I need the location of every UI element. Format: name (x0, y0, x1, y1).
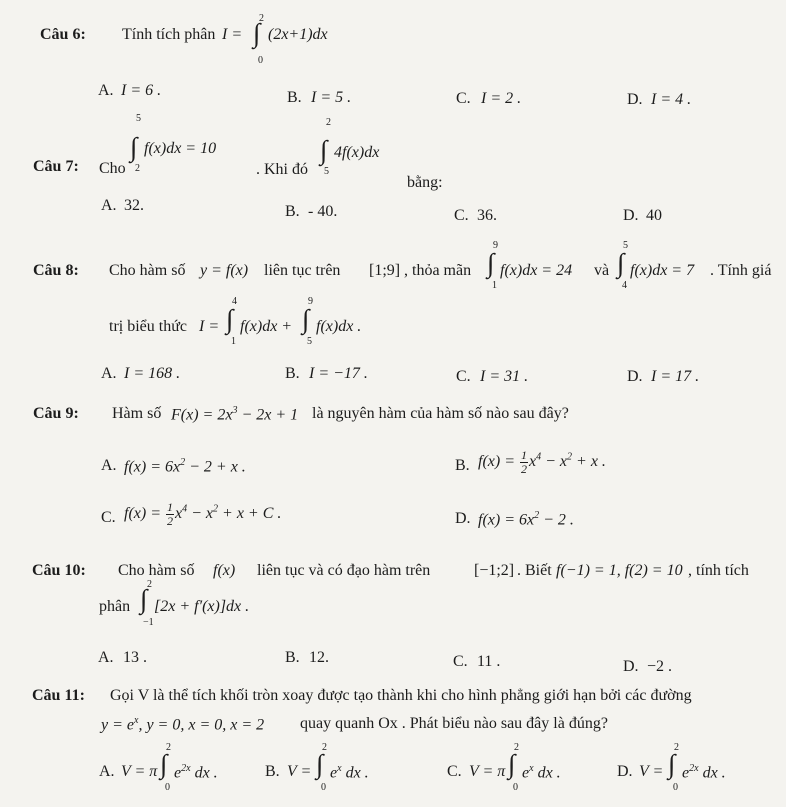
question-10-stem-part2: liên tục và có đạo hàm trên (257, 562, 431, 579)
q7-option-d[interactable]: D. (623, 207, 639, 224)
q9-option-a[interactable]: A. (101, 457, 117, 474)
q6-option-c[interactable]: C. (456, 90, 471, 107)
question-10-cond: f(−1) = 1, f(2) = 10 (556, 562, 683, 579)
question-10-stem-part3: . Biết (517, 562, 552, 579)
q8-option-d-text: I = 17 . (651, 368, 700, 385)
q6-option-d-text: I = 4 . (651, 91, 692, 108)
question-11-label: Câu 11: (32, 687, 85, 704)
question-9-stem-part2: là nguyên hàm của hàm số nào sau đây? (312, 405, 569, 422)
q9-option-d[interactable]: D. (455, 510, 471, 527)
q7-option-b[interactable]: B. (285, 203, 300, 220)
q10-option-a[interactable]: A. (98, 649, 114, 666)
q8-option-a-text: I = 168 . (124, 365, 181, 382)
question-9-stem-part1: Hàm số (112, 405, 162, 422)
question-10-stem-part1: Cho hàm số (118, 562, 195, 579)
q9-option-a-text: $f(x) = 6x^2 - 2 + x$ . (124, 457, 246, 476)
q10-option-b-text: 12. (309, 649, 329, 666)
q10-option-a-text: 13 . (123, 649, 147, 666)
q9-option-b-text: f(x) = $\frac{1}{2}$ $x^4 - x^2 + x$ . (478, 448, 606, 476)
q9-option-c[interactable]: C. (101, 509, 116, 526)
question-7-end-text: bằng: (407, 174, 443, 191)
q6-option-c-text: I = 2 . (481, 90, 522, 107)
question-11-stem-line1: Gọi V là thể tích khối tròn xoay được tạo thành khi cho hình phẳng giới hạn bởi các đường (110, 687, 692, 704)
q7-option-a[interactable]: A. (101, 197, 117, 214)
q7-option-c-text: 36. (477, 207, 497, 224)
q10-option-b[interactable]: B. (285, 649, 300, 666)
question-10-stem-part4: , tính tích (688, 562, 749, 579)
question-8-interval: [1;9] (369, 262, 401, 279)
question-7-label: Câu 7: (33, 158, 79, 175)
q7-option-d-text: 40 (646, 207, 662, 224)
q10-option-d-text: −2 . (647, 658, 673, 675)
question-6-label: Câu 6: (40, 26, 86, 43)
q11-option-b[interactable]: B. (265, 763, 280, 780)
q7-option-b-text: - 40. (308, 203, 338, 220)
question-11-stem-line2: quay quanh Ox . Phát biểu nào sau đây là đúng? (300, 715, 608, 732)
q10-option-d[interactable]: D. (623, 658, 639, 675)
q9-option-c-text: f(x) = $\frac{1}{2}$ $x^4 - x^2 + x + C$ . (124, 500, 282, 528)
q8-option-b[interactable]: B. (285, 365, 300, 382)
q8-option-d[interactable]: D. (627, 368, 643, 385)
question-10-line2-prefix: phân (99, 598, 131, 615)
q8-option-c-text: I = 31 . (480, 368, 529, 385)
q6-option-b-text: I = 5 . (311, 89, 352, 106)
q8-option-c[interactable]: C. (456, 368, 471, 385)
q6-option-b[interactable]: B. (287, 89, 302, 106)
q10-option-c[interactable]: C. (453, 653, 468, 670)
question-8-func: y = f(x) (200, 262, 249, 279)
q9-option-b[interactable]: B. (455, 457, 470, 474)
q10-option-c-text: 11 . (477, 653, 501, 670)
question-7-mid-text: . Khi đó (256, 161, 308, 178)
q11-option-a[interactable]: A. (99, 763, 115, 780)
question-8-stem-part3: , thỏa mãn (404, 262, 472, 279)
question-8-stem-part1: Cho hàm số (109, 262, 186, 279)
q6-option-d[interactable]: D. (627, 91, 643, 108)
question-8-line2-prefix: trị biểu thức (109, 318, 187, 335)
question-8-stem-part4: . Tính giá (710, 262, 772, 279)
q6-option-a-text: I = 6 . (121, 82, 162, 99)
question-8-and: và (594, 262, 610, 279)
q8-option-b-text: I = −17 . (309, 365, 368, 382)
question-6-stem: Tính tích phân (122, 26, 216, 43)
question-8-label: Câu 8: (33, 262, 79, 279)
q11-option-d[interactable]: D. (617, 763, 633, 780)
question-10-label: Câu 10: (32, 562, 86, 579)
q7-option-a-text: 32. (124, 197, 144, 214)
q8-option-a[interactable]: A. (101, 365, 117, 382)
question-9-func: $F(x) = 2x^3 - 2x + 1$ (171, 405, 299, 424)
question-11-curves: $y = e^x$, y = 0, x = 0, x = 2 (101, 715, 265, 734)
q6-option-a[interactable]: A. (98, 82, 114, 99)
q11-option-c[interactable]: C. (447, 763, 462, 780)
q7-option-c[interactable]: C. (454, 207, 469, 224)
question-9-label: Câu 9: (33, 405, 79, 422)
question-8-stem-part2: liên tục trên (264, 262, 341, 279)
question-7-given-prefix: Cho (99, 160, 126, 177)
q9-option-d-text: $f(x) = 6x^2 - 2$ . (478, 510, 574, 529)
question-10-interval: [−1;2] (474, 562, 515, 579)
question-10-func: f(x) (213, 562, 236, 579)
